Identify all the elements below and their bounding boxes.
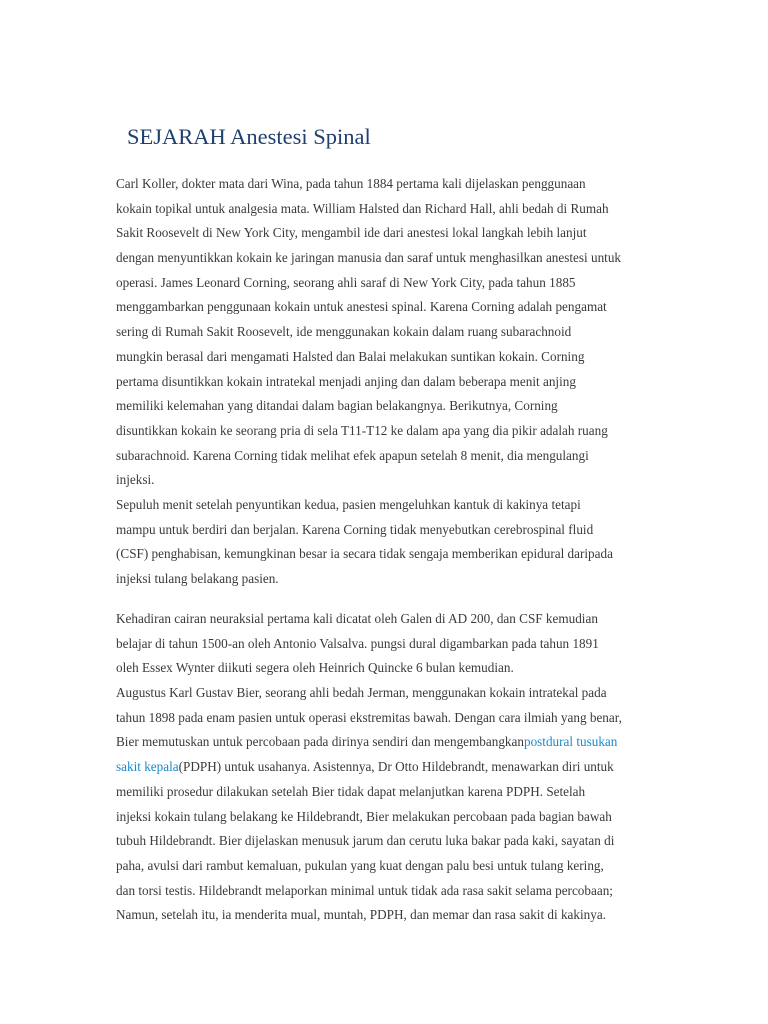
- text-line: Carl Koller, dokter mata dari Wina, pada tahun 1884 pertama kali dijelaskan penggunaan: [116, 176, 586, 191]
- text-line: mampu untuk berdiri dan berjalan. Karena Corning tidak menyebutkan cerebrospinal fluid: [116, 521, 594, 537]
- text-segment: (PDPH) untuk usahanya. Asistennya, Dr Otto Hildebrandt, menawarkan diri untuk: [178, 759, 614, 775]
- text-line: subarachnoid. Karena Corning tidak melihat efek apapun setelah 8 menit, dia mengulangi: [116, 447, 589, 463]
- text-line: disuntikkan kokain ke seorang pria di sela T11-T12 ke dalam apa yang dia pikir adalah ruang: [116, 422, 608, 438]
- text-line: belajar di tahun 1500-an oleh Antonio Valsalva. pungsi dural digambarkan pada tahun 1891: [116, 635, 599, 651]
- text-line: menggambarkan penggunaan kokain untuk anestesi spinal. Karena Corning adalah pengamat: [116, 299, 607, 315]
- text-line: injeksi kokain tulang belakang ke Hildebrandt, Bier melakukan percobaan pada bagian bawah: [116, 808, 612, 824]
- paragraph-history-bier: [116, 607, 661, 928]
- text-line: Augustus Karl Gustav Bier, seorang ahli bedah Jerman, menggunakan kokain intratekal pada: [116, 685, 607, 701]
- text-line-with-link: [116, 755, 661, 780]
- text-line: tubuh Hildebrandt. Bier dijelaskan menusuk jarum dan cerutu luka bakar pada kaki, sayatan di: [116, 833, 615, 849]
- pdph-link-continued[interactable]: sakit kepala: [116, 759, 179, 775]
- text-line: Sepuluh menit setelah penyuntikan kedua, pasien mengeluhkan kantuk di kakinya tetapi: [116, 496, 581, 512]
- text-line: sering di Rumah Sakit Roosevelt, ide menggunakan kokain dalam ruang subarachnoid: [116, 324, 572, 340]
- paragraph-history-corning: [116, 172, 661, 592]
- text-line: dengan menyuntikkan kokain ke jaringan manusia dan saraf untuk menghasilkan anestesi untuk: [116, 250, 622, 266]
- text-line: memiliki kelemahan yang ditandai dalam bagian belakangnya. Berikutnya, Corning: [116, 398, 558, 414]
- text-segment: Bier memutuskan untuk percobaan pada dirinya sendiri dan mengembangkan: [116, 734, 524, 750]
- text-line: Namun, setelah itu, ia menderita mual, muntah, PDPH, dan memar dan rasa sakit di kakinya.: [116, 907, 607, 923]
- text-line: mungkin berasal dari mengamati Halsted dan Balai melakukan suntikan kokain. Corning: [116, 348, 585, 364]
- text-line: tahun 1898 pada enam pasien untuk operasi ekstremitas bawah. Dengan cara ilmiah yang benar,: [116, 709, 622, 725]
- text-line: kokain topikal untuk analgesia mata. William Halsted dan Richard Hall, ahli bedah di Rumah: [116, 200, 609, 216]
- page-title: SEJARAH Anestesi Spinal: [127, 124, 371, 149]
- text-line: injeksi tulang belakang pasien.: [116, 571, 279, 586]
- text-line: pertama disuntikkan kokain intratekal menjadi anjing dan dalam beberapa menit anjing: [116, 373, 576, 389]
- text-line: dan torsi testis. Hildebrandt melaporkan minimal untuk tidak ada rasa sakit selama percobaan;: [116, 882, 613, 898]
- text-line: operasi. James Leonard Corning, seorang ahli saraf di New York City, pada tahun 1885: [116, 274, 576, 290]
- text-line: injeksi.: [116, 472, 155, 488]
- text-line: oleh Essex Wynter diikuti segera oleh Heinrich Quincke 6 bulan kemudian.: [116, 660, 514, 676]
- text-line: memiliki prosedur dilakukan setelah Bier tidak dapat melanjutkan karena PDPH. Setelah: [116, 783, 586, 799]
- text-line: Kehadiran cairan neuraksial pertama kali dicatat oleh Galen di AD 200, dan CSF kemudian: [116, 611, 598, 626]
- text-line: (CSF) penghabisan, kemungkinan besar ia secara tidak sengaja memberikan epidural daripada: [116, 546, 613, 562]
- text-line: Sakit Roosevelt di New York City, mengambil ide dari anestesi lokal langkah lebih lanjut: [116, 225, 587, 241]
- pdph-link[interactable]: postdural tusukan: [523, 734, 618, 750]
- text-line-with-link: [116, 730, 661, 755]
- text-line: paha, avulsi dari rambut kemaluan, pukulan yang kuat dengan palu besi untuk tulang kering,: [116, 857, 604, 873]
